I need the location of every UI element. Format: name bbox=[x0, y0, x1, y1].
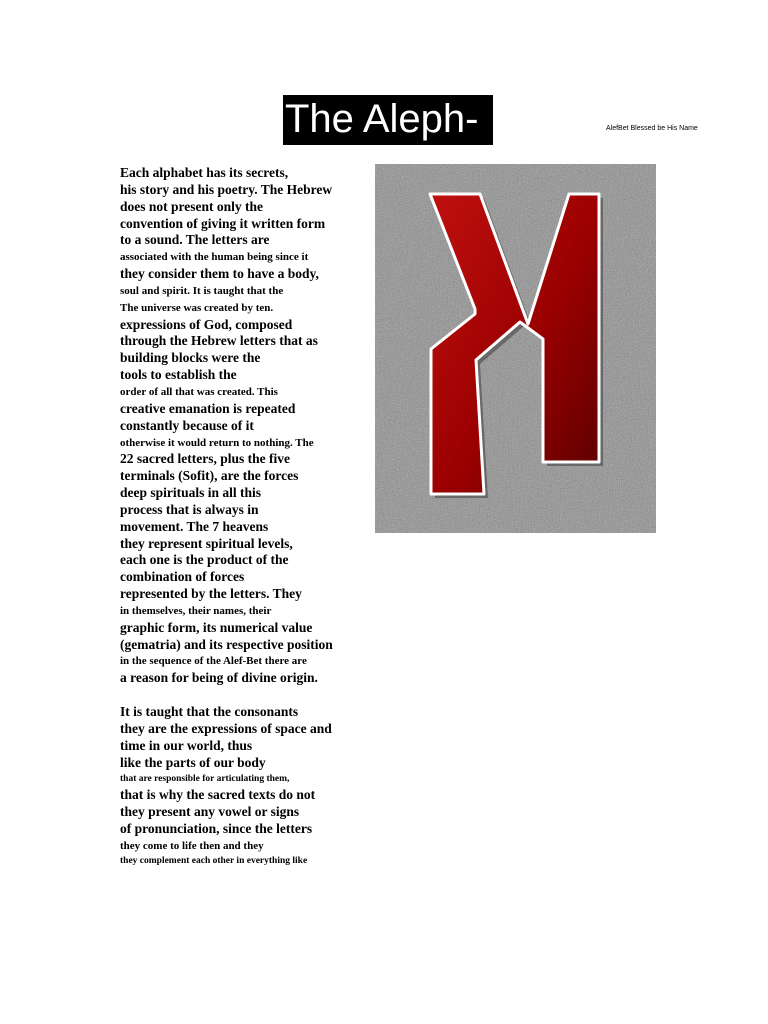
text-line: (gematria) and its respective position bbox=[120, 636, 333, 652]
text-line: of pronunciation, since the letters bbox=[120, 820, 313, 836]
aleph-letter-icon bbox=[375, 164, 656, 533]
text-line: in the sequence of the Alef-Bet there are bbox=[120, 655, 307, 668]
paragraph-2 bbox=[120, 704, 370, 870]
text-line: in themselves, their names, their bbox=[120, 604, 272, 617]
text-line: each one is the product of the bbox=[120, 552, 289, 568]
page-subtitle: AlefBet Blessed be His Name bbox=[606, 125, 698, 132]
text-line: otherwise it would return to nothing. The bbox=[120, 436, 314, 449]
text-line: movement. The 7 heavens bbox=[120, 518, 269, 534]
text-line: associated with the human being since it bbox=[120, 251, 309, 264]
text-line: that are responsible for articulating them, bbox=[120, 773, 290, 784]
text-line: through the Hebrew letters that as bbox=[120, 333, 318, 349]
text-line: like the parts of our body bbox=[120, 754, 266, 770]
text-line: creative emanation is repeated bbox=[120, 400, 296, 416]
text-line: The universe was created by ten. bbox=[120, 301, 274, 314]
text-line: 22 sacred letters, plus the five bbox=[120, 451, 290, 467]
text-line: to a sound. The letters are bbox=[120, 232, 270, 248]
text-line: soul and spirit. It is taught that the bbox=[120, 284, 284, 297]
text-line: they represent spiritual levels, bbox=[120, 535, 293, 551]
text-line: that is why the sacred texts do not bbox=[120, 787, 316, 803]
text-line: deep spirituals in all this bbox=[120, 485, 262, 501]
text-line: a reason for being of divine origin. bbox=[120, 670, 318, 686]
text-line: they are the expressions of space and bbox=[120, 721, 332, 736]
body-text bbox=[120, 165, 370, 870]
text-line: terminals (Sofit), are the forces bbox=[120, 468, 299, 484]
text-line: represented by the letters. They bbox=[120, 586, 302, 602]
text-line: does not present only the bbox=[120, 198, 264, 214]
text-line: tools to establish the bbox=[120, 367, 237, 383]
page-title-box bbox=[283, 95, 493, 145]
page-title: The Aleph- bbox=[285, 97, 479, 141]
text-line: constantly because of it bbox=[120, 417, 254, 433]
text-line: they present any vowel or signs bbox=[120, 803, 300, 819]
text-line: graphic form, its numerical value bbox=[120, 619, 313, 635]
text-line: they come to life then and they bbox=[120, 839, 264, 852]
text-line: time in our world, thus bbox=[120, 737, 253, 753]
text-line: combination of forces bbox=[120, 569, 245, 585]
text-line: order of all that was created. This bbox=[120, 385, 278, 398]
text-line: building blocks were the bbox=[120, 350, 261, 366]
paragraph-1 bbox=[120, 165, 370, 687]
text-line: his story and his poetry. The Hebrew bbox=[120, 181, 333, 197]
aleph-figure bbox=[375, 164, 656, 533]
text-line: It is taught that the consonants bbox=[120, 704, 299, 720]
text-line: convention of giving it written form bbox=[120, 215, 326, 231]
text-line: Each alphabet has its secrets, bbox=[120, 165, 289, 180]
text-line: they complement each other in everything like bbox=[120, 856, 308, 867]
paragraph-gap bbox=[120, 687, 370, 704]
text-line: expressions of God, composed bbox=[120, 316, 293, 332]
text-line: they consider them to have a body, bbox=[120, 266, 319, 282]
text-line: process that is always in bbox=[120, 501, 259, 517]
